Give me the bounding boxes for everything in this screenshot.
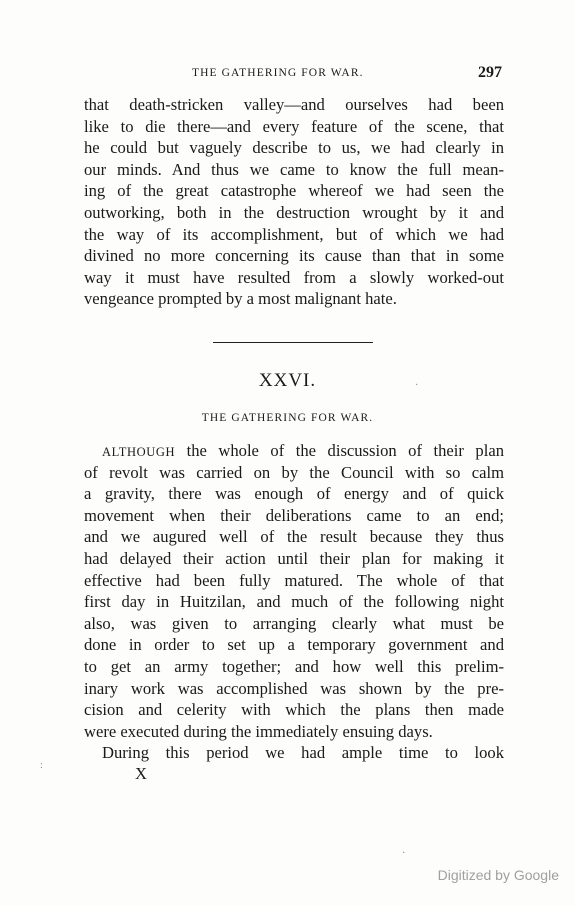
text-line: outworking, both in the destruction wrought by it and: [84, 202, 504, 222]
text-line-paragraph-3: During this period we had ample time to look: [102, 743, 504, 763]
text-line: vengeance prompted by a most malignant hate.: [84, 289, 397, 309]
text-line: he could but vaguely describe to us, we had clearly in: [84, 138, 504, 158]
running-head: [84, 64, 504, 84]
text-line: also, was given to arranging clearly what must be: [84, 613, 504, 633]
text-line: effective had been fully matured. The whole of that: [84, 570, 504, 590]
text-line: of revolt was carried on by the Council with so calm: [84, 462, 504, 482]
paragraph-1: [84, 94, 504, 310]
text-line: the way of its accomplishment, but of which we had: [84, 224, 504, 244]
text-line-first: [84, 440, 504, 462]
text-line: way it must have resulted from a slowly worked-out: [84, 267, 504, 287]
text-line: were executed during the immediately ensuing days.: [84, 721, 433, 741]
text-line: inary work was accomplished was shown by the pre-: [84, 678, 504, 698]
drop-word: ALTHOUGH: [102, 445, 176, 459]
text-line: a gravity, there was enough of energy and of quick: [84, 484, 504, 504]
scan-speck: ·: [415, 380, 419, 391]
text-line: to get an army together; and how well this prelim-: [84, 656, 504, 676]
text-line: cision and celerity with which the plans then made: [84, 700, 504, 720]
scan-speck: ·: [402, 848, 406, 859]
text-line: movement when their deliberations came to an end;: [84, 505, 504, 525]
text-line: our minds. And thus we came to know the full mean-: [84, 159, 504, 179]
text-line: and we augured well of the result because they thus: [84, 527, 504, 547]
signature-mark: X: [135, 764, 147, 783]
scan-speck: :: [40, 760, 43, 771]
text-line: had delayed their action until their plan for making it: [84, 548, 504, 568]
chapter-number: XXVI.: [258, 370, 317, 391]
text-line: ing of the great catastrophe whereof we had seen the: [84, 181, 504, 201]
digitized-watermark: Digitized by Google: [437, 867, 559, 883]
first-line-rest: the whole of the discussion of their plan: [175, 441, 504, 460]
section-divider: [213, 342, 373, 343]
chapter-title: THE GATHERING FOR WAR.: [201, 412, 374, 424]
text-line: that death-stricken valley—and ourselves had been: [84, 95, 504, 114]
text-line: done in order to set up a temporary government and: [84, 635, 504, 655]
text-line: like to die there—and every feature of the scene, that: [84, 116, 504, 136]
text-line: first day in Huitzilan, and much of the following night: [84, 592, 504, 612]
page-number: 297: [478, 64, 502, 81]
running-title: THE GATHERING FOR WAR.: [192, 67, 364, 79]
text-line: divined no more concerning its cause than that in some: [84, 246, 504, 266]
paragraph-2: [84, 440, 504, 764]
